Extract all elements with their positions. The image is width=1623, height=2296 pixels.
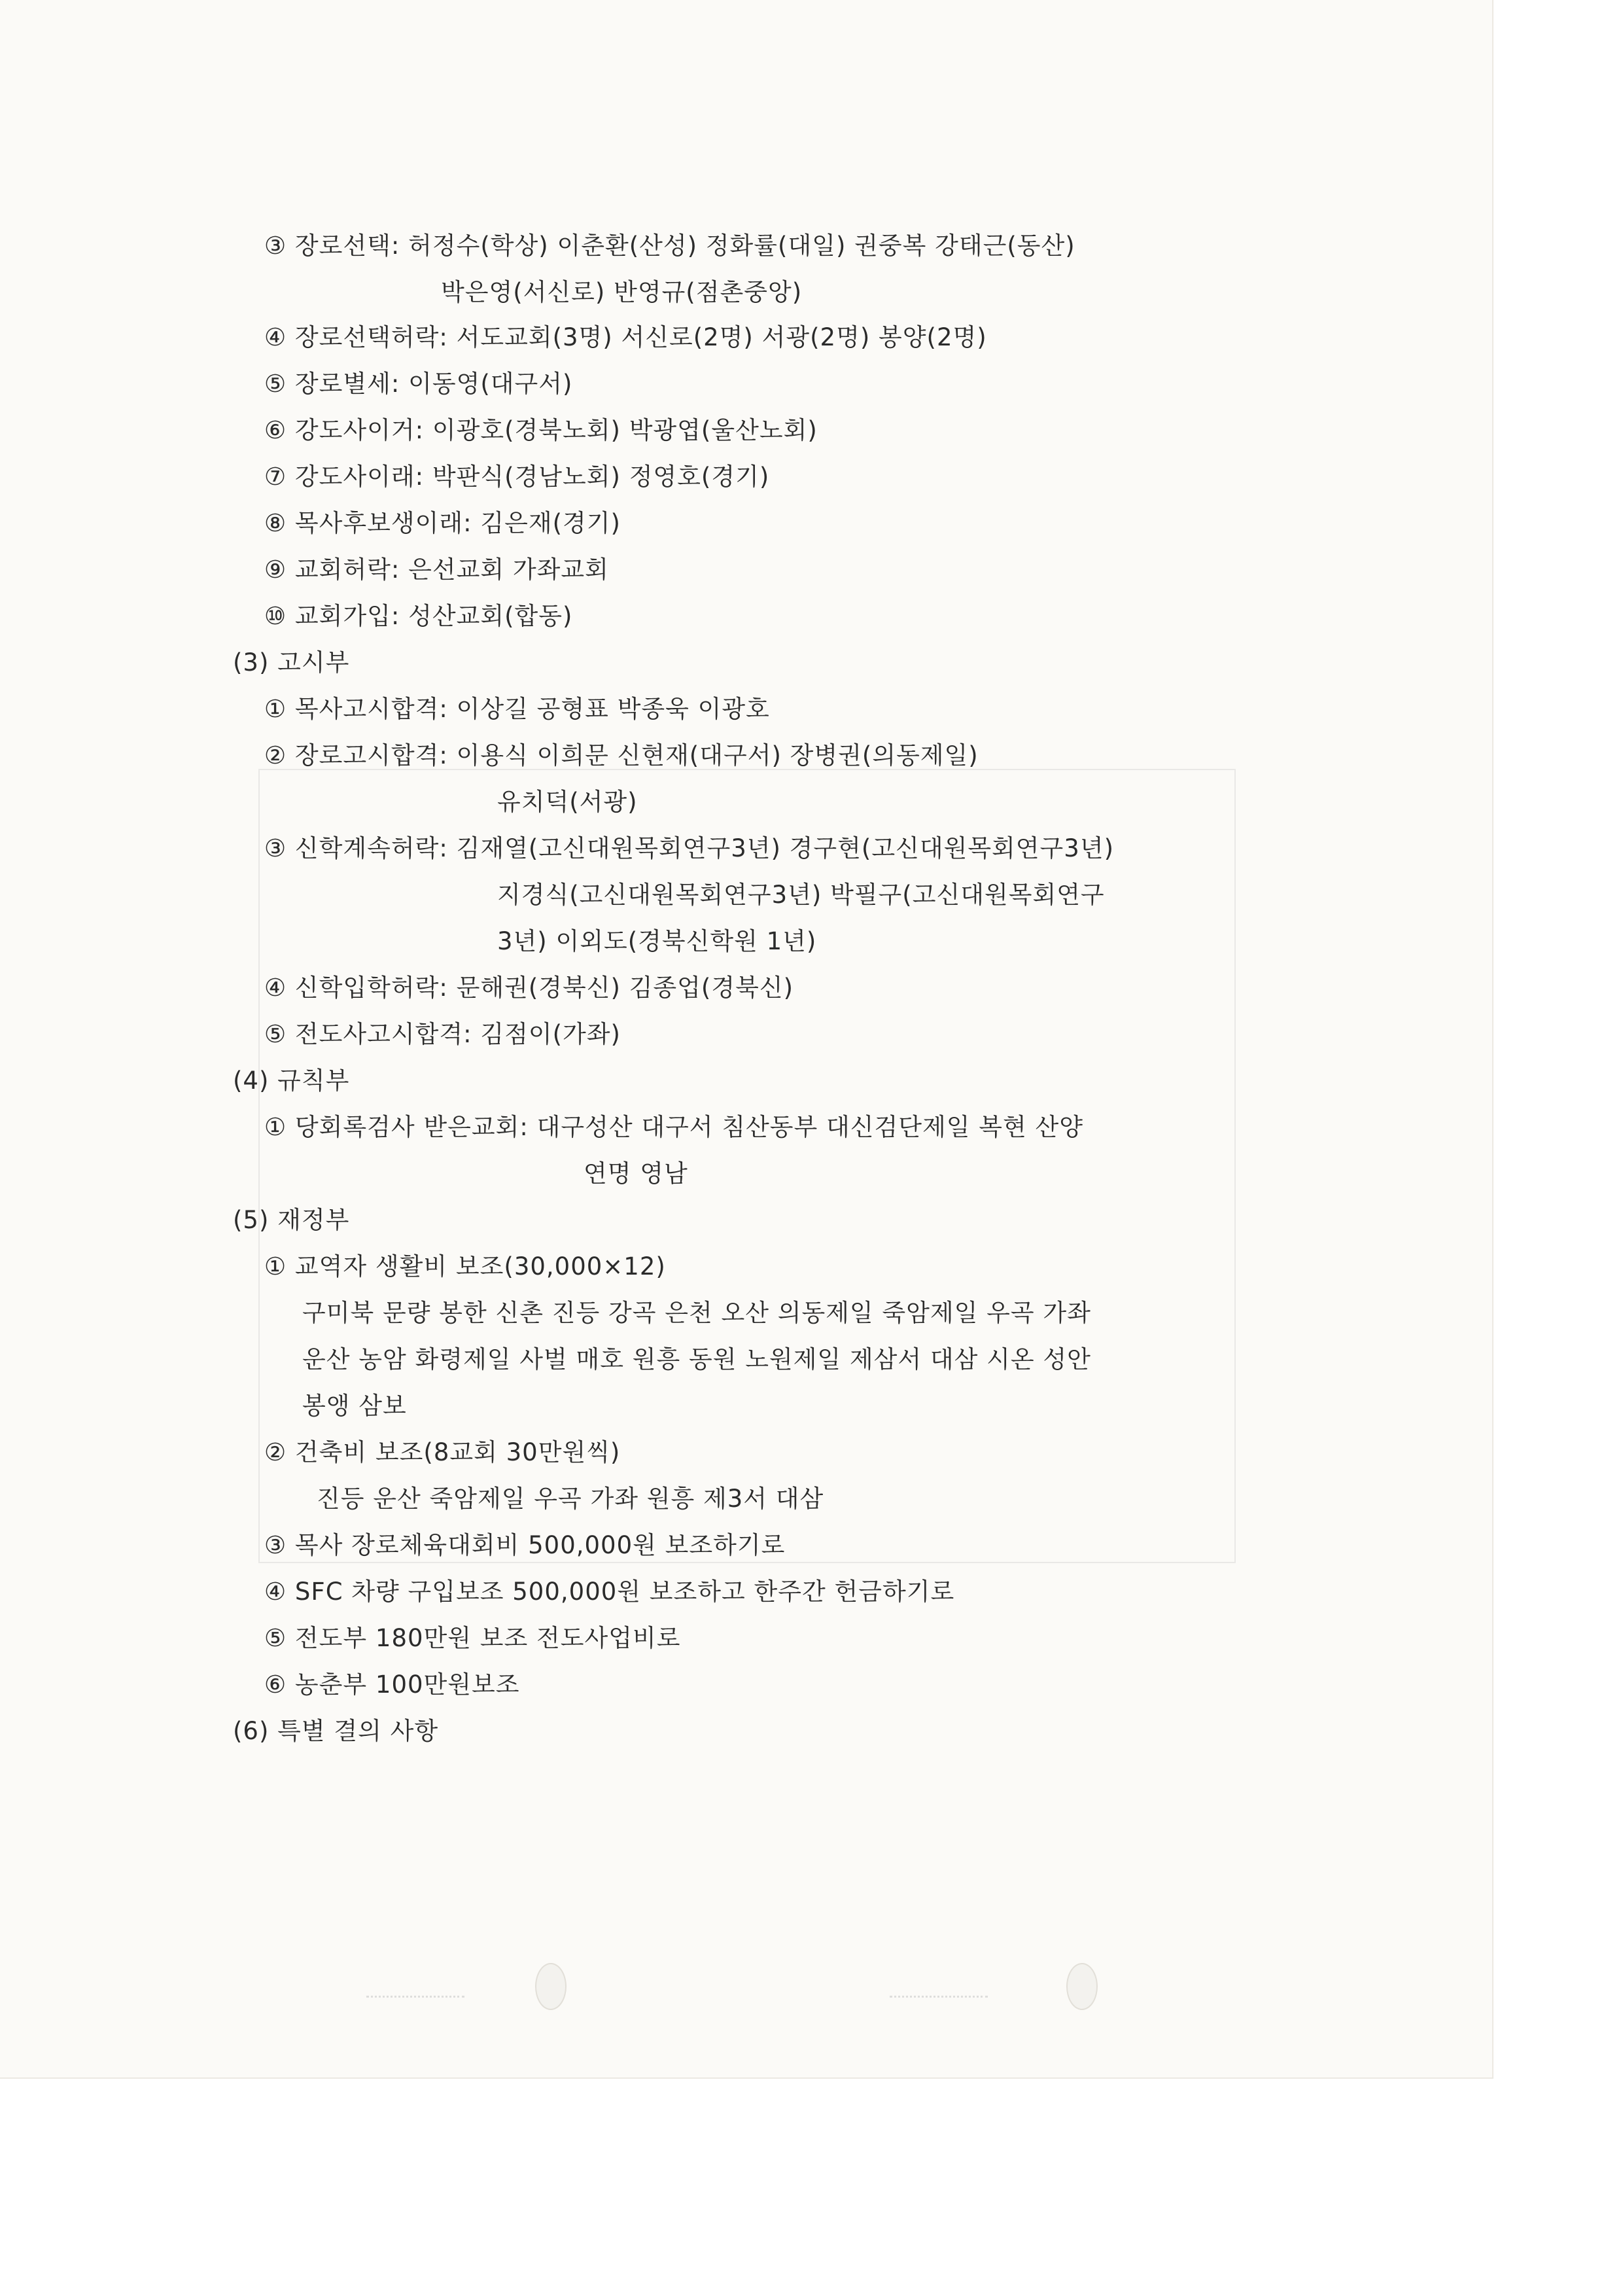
item-building-support-list: 진등 운산 죽암제일 우곡 가좌 원흥 제3서 대삼 <box>317 1485 824 1513</box>
item-theology-continue-cont2: 3년) 이외도(경북신학원 1년) <box>497 927 817 955</box>
item-minister-living-support-list1: 구미북 문량 봉한 신촌 진등 강곡 은천 오산 의동제일 죽암제일 우곡 가좌 <box>302 1299 1091 1327</box>
section-exam: (3) 고시부 <box>233 648 350 677</box>
item-elder-death: ⑤ 장로별세: 이동영(대구서) <box>264 370 573 398</box>
item-candidate-transfer-in: ⑧ 목사후보생이래: 김은재(경기) <box>264 509 621 537</box>
section-rules: (4) 규칙부 <box>233 1067 350 1095</box>
item-minister-living-support: ① 교역자 생활비 보조(30,000×12) <box>264 1252 666 1280</box>
item-preacher-transfer-in: ⑦ 강도사이래: 박판식(경남노회) 정영호(경기) <box>264 463 770 491</box>
item-session-record-check-cont: 연명 영남 <box>584 1159 688 1188</box>
item-building-support: ② 건축비 보조(8교회 30만원씩) <box>264 1438 621 1466</box>
item-elder-exam-pass: ② 장로고시합격: 이용식 이희문 신현재(대구서) 장병권(의동제일) <box>264 741 979 769</box>
item-elder-selection-cont: 박은영(서신로) 반영규(점촌중앙) <box>441 278 803 306</box>
punch-hole <box>535 1963 567 2010</box>
item-preacher-transfer-out: ⑥ 강도사이거: 이광호(경북노회) 박광엽(울산노회) <box>264 416 818 444</box>
item-rural-support: ⑥ 농춘부 100만원보조 <box>264 1670 520 1699</box>
section-special-resolution: (6) 특별 결의 사항 <box>233 1717 439 1745</box>
item-church-join: ⑩ 교회가입: 성산교회(합동) <box>264 602 573 630</box>
punch-hole <box>1066 1963 1098 2010</box>
item-sports-support: ③ 목사 장로체육대회비 500,000원 보조하기로 <box>264 1531 786 1559</box>
item-church-permit: ⑨ 교회허락: 은선교회 가좌교회 <box>264 556 609 584</box>
faint-stamp-mark <box>890 1969 988 1998</box>
item-minister-living-support-list3: 봉앵 삼보 <box>302 1392 407 1420</box>
section-finance: (5) 재정부 <box>233 1206 350 1234</box>
item-session-record-check: ① 당회록검사 받은교회: 대구성산 대구서 침산동부 대신검단제일 복현 산양 <box>264 1113 1083 1141</box>
item-pastor-exam-pass: ① 목사고시합격: 이상길 공형표 박종욱 이광호 <box>264 695 770 723</box>
item-theology-admission: ④ 신학입학허락: 문해권(경북신) 김종업(경북신) <box>264 974 794 1002</box>
item-sfc-vehicle-support: ④ SFC 차량 구입보조 500,000원 보조하고 한주간 헌금하기로 <box>264 1578 955 1606</box>
item-minister-living-support-list2: 운산 농암 화령제일 사벌 매호 원흥 동원 노원제일 제삼서 대삼 시온 성안 <box>302 1345 1091 1373</box>
item-evangelist-exam-pass: ⑤ 전도사고시합격: 김점이(가좌) <box>264 1020 621 1048</box>
item-elder-selection: ③ 장로선택: 허정수(학상) 이춘환(산성) 정화률(대일) 권중복 강태근(동산) <box>264 232 1075 260</box>
item-theology-continue: ③ 신학계속허락: 김재열(고신대원목회연구3년) 경구현(고신대원목회연구3년) <box>264 834 1114 862</box>
item-elder-exam-pass-cont: 유치덕(서광) <box>497 788 638 816</box>
item-mission-support: ⑤ 전도부 180만원 보조 전도사업비로 <box>264 1624 681 1652</box>
item-theology-continue-cont1: 지경식(고신대원목회연구3년) 박필구(고신대원목회연구 <box>497 881 1105 909</box>
faint-stamp-mark <box>366 1969 464 1998</box>
item-elder-selection-permit: ④ 장로선택허락: 서도교회(3명) 서신로(2명) 서광(2명) 봉양(2명) <box>264 323 987 351</box>
